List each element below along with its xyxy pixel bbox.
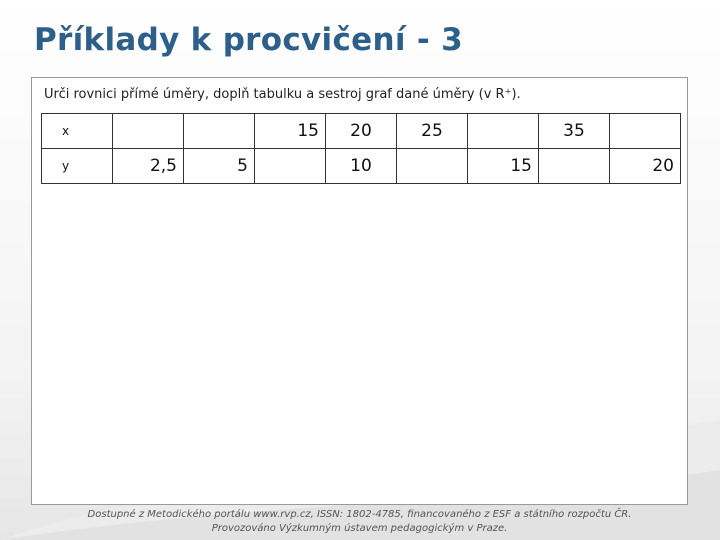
table-row-x [42,114,681,149]
y-cell-4[interactable]: 10 [326,149,397,184]
x-cell-7[interactable]: 35 [539,114,610,149]
row-label-x: x [42,114,113,149]
x-cell-1[interactable] [113,114,184,149]
y-cell-2[interactable]: 5 [184,149,255,184]
x-cell-2[interactable] [184,114,255,149]
y-cell-6[interactable]: 15 [468,149,539,184]
content-panel [31,77,688,505]
y-cell-7[interactable] [539,149,610,184]
task-text: Urči rovnici přímé úměry, doplň tabulku a sestroj graf dané úměry (v R⁺). [44,87,521,102]
footer-line-1: Dostupné z Metodického portálu www.rvp.cz, ISSN: 1802-4785, financovaného z ESF a státního rozpočtu ČR. [87,509,632,520]
footer-line-2: Provozováno Výzkumným ústavem pedagogickým v Praze. [211,523,508,534]
x-cell-3[interactable]: 15 [255,114,326,149]
table-row-y [42,149,681,184]
y-cell-1[interactable]: 2,5 [113,149,184,184]
y-cell-8[interactable]: 20 [610,149,681,184]
y-cell-5[interactable] [397,149,468,184]
x-cell-5[interactable]: 25 [397,114,468,149]
footer-note [31,508,688,536]
y-cell-3[interactable] [255,149,326,184]
x-cell-4[interactable]: 20 [326,114,397,149]
slide-title: Příklady k procvičení - 3 [34,22,463,58]
x-cell-8[interactable] [610,114,681,149]
values-table [41,113,681,184]
row-label-y: y [42,149,113,184]
x-cell-6[interactable] [468,114,539,149]
